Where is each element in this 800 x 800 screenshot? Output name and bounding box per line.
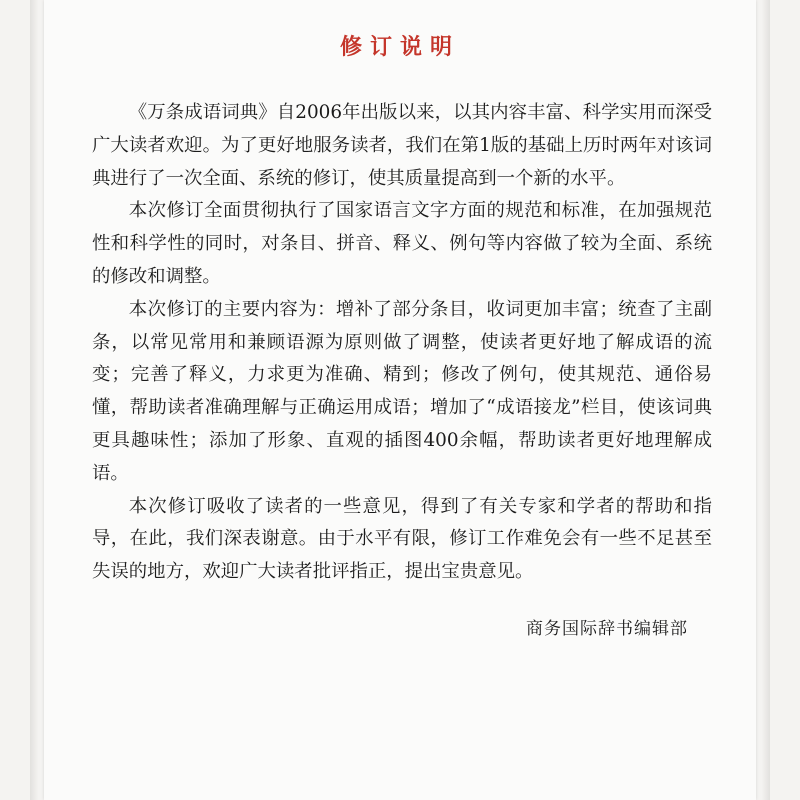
paragraph-2: 本次修订全面贯彻执行了国家语言文字方面的规范和标准，在加强规范性和科学性的同时，对条目、拼音、释义、例句等内容做了较为全面、系统的修改和调整。 (92, 200, 712, 287)
document-title: 修订说明 (339, 35, 460, 60)
paragraph-1: 《万条成语词典》自2006年出版以来，以其内容丰富、科学实用而深受广大读者欢迎。为了更好地服务读者，我们在第1版的基础上历时两年对该词典进行了一次全面、系统的修订，使其质量提高到一个新的水平。 (92, 102, 712, 189)
page-left-edge (30, 0, 38, 800)
paragraph-4: 本次修订吸收了读者的一些意见，得到了有关专家和学者的帮助和指导，在此，我们深表谢意。由于水平有限，修订工作难免会有一些不足甚至失误的地方，欢迎广大读者批评指正，提出宝贵意见。 (92, 495, 712, 583)
paragraph-3: 本次修订的主要内容为：增补了部分条目，收词更加丰富；统查了主副条，以常见常用和兼顾语源为原则做了调整，使读者更好地了解成语的流变；完善了释义，力求更为准确、精到；修改了例句，使其规范、通俗易懂，帮助读者准确理解与正确运用成语；增加了“成语接龙”栏目，使该词典更具趣味性；添加了形象、直观的插图400余幅，帮助读者更好地理解成语。 (92, 298, 712, 484)
signature: 商务国际辞书编辑部 (526, 619, 688, 639)
page-right-edge (762, 0, 770, 800)
document-body (92, 97, 712, 589)
